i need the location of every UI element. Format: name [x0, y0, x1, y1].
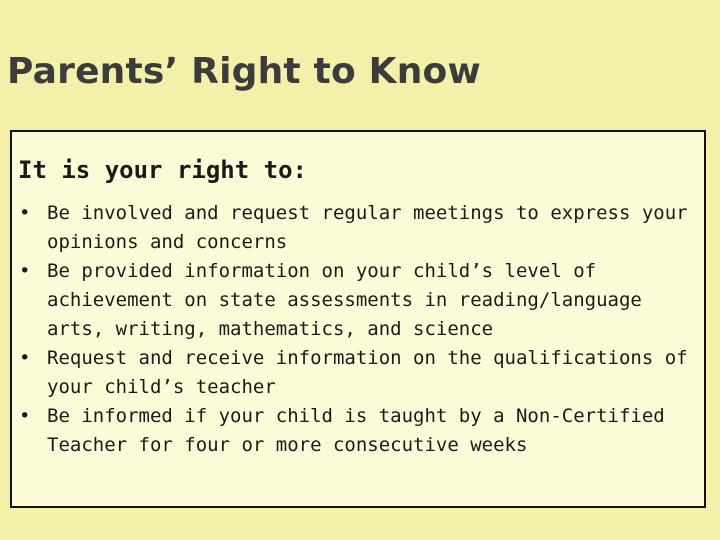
bullet-item — [18, 257, 698, 344]
bullet-item — [18, 402, 698, 460]
bullet-text: Be informed if your child is taught by a Non-Certified Teacher for four or more consecutive weeks — [47, 405, 665, 456]
bullet-item — [18, 344, 698, 402]
box-heading: It is your right to: — [18, 156, 307, 184]
page-title: Parents’ Right to Know — [7, 51, 481, 92]
content-box — [10, 130, 706, 508]
bullet-list — [18, 199, 698, 460]
bullet-text: Be provided information on your child’s level of achievement on state assessments in reading/language arts, writing, mathematics, and science — [47, 260, 642, 340]
bullet-icon: • — [19, 260, 31, 282]
bullet-item — [18, 199, 698, 257]
bullet-text: Request and receive information on the qualifications of your child’s teacher — [47, 347, 688, 398]
bullet-icon: • — [19, 202, 31, 224]
bullet-text: Be involved and request regular meetings to express your opinions and concerns — [47, 202, 688, 253]
bullet-icon: • — [19, 405, 31, 427]
bullet-icon: • — [19, 347, 31, 369]
